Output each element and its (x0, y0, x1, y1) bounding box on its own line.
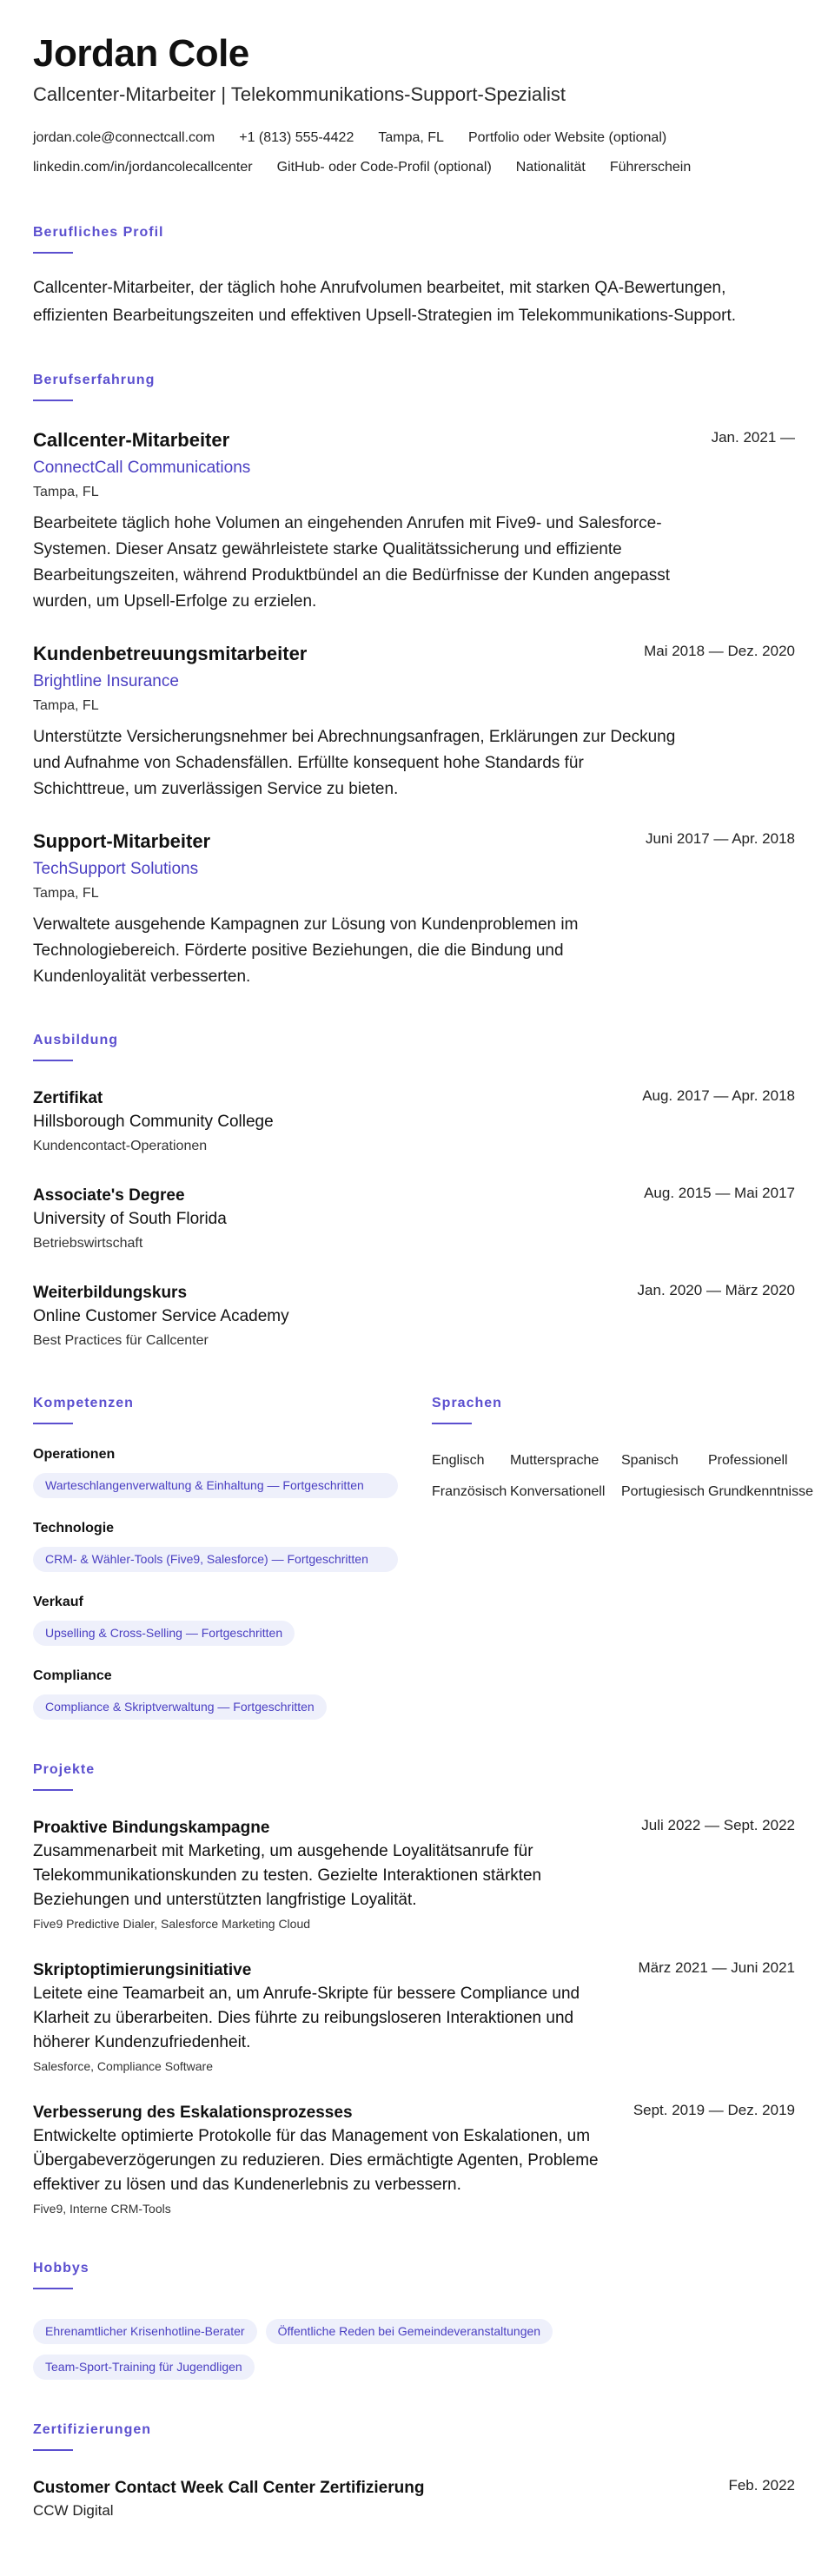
language-name: Spanisch (621, 1453, 679, 1468)
education-field: Betriebswirtschaft (33, 1236, 143, 1251)
project-dates: Juli 2022 — Sept. 2022 (641, 1817, 795, 1833)
project-name: Proaktive Bindungskampagne (33, 1819, 270, 1837)
language-level: Grundkenntnisse (708, 1484, 813, 1499)
experience-role: Kundenbetreuungsmitarbeiter (33, 643, 308, 664)
skill-category: Compliance (33, 1668, 112, 1683)
skill-tag: Upselling & Cross-Selling — Fortgeschritten (33, 1621, 295, 1646)
skill-tag: Compliance & Skriptverwaltung — Fortgeschritten (33, 1694, 327, 1720)
certification-date: Feb. 2022 (728, 2477, 795, 2493)
skill-group (33, 1445, 399, 1498)
skill-tag: Warteschlangenverwaltung & Einhaltung — Fortgeschritten (33, 1473, 398, 1498)
experience-company: ConnectCall Communications (33, 459, 251, 477)
hobby-tag: Öffentliche Reden bei Gemeindeveranstaltungen (266, 2319, 553, 2344)
education-school: Online Customer Service Academy (33, 1307, 289, 1325)
skills-section-title: Kompetenzen (33, 1396, 134, 1410)
certification-issuer: CCW Digital (33, 2502, 114, 2519)
language-level: Professionell (708, 1453, 788, 1468)
experience-location: Tampa, FL (33, 886, 99, 901)
education-degree: Weiterbildungskurs (33, 1284, 188, 1302)
project-name: Skriptoptimierungsinitiative (33, 1961, 252, 1979)
education-dates: Aug. 2015 — Mai 2017 (644, 1185, 795, 1201)
section-divider (33, 1789, 73, 1791)
experience-entry (33, 641, 795, 803)
project-entry (33, 1959, 795, 2076)
contact-nationality: Nationalität (515, 160, 586, 175)
hobby-tag: Team-Sport-Training für Jugendligen (33, 2355, 255, 2380)
project-dates: März 2021 — Juni 2021 (638, 1959, 795, 1976)
education-dates: Aug. 2017 — Apr. 2018 (642, 1087, 795, 1104)
experience-description: Unterstützte Versicherungsnehmer bei Abrechnungsanfragen, Erklärungen zur Deckung und Aufnahme von Schadensfällen. Erfüllte konsequent hohe Standards für Schichttreue, um zuverlässigen Service zu bieten. (33, 728, 676, 798)
project-tech: Salesforce, Compliance Software (33, 2059, 213, 2073)
language-name: Französisch (432, 1484, 507, 1499)
experience-entry (33, 427, 795, 615)
contact-info (33, 123, 795, 182)
experience-dates: Juni 2017 — Apr. 2018 (645, 830, 795, 847)
hobbies-list (33, 2308, 641, 2380)
education-entry (33, 1282, 795, 1353)
candidate-headline: Callcenter-Mitarbeiter | Telekommunikations-Support-Spezialist (33, 83, 566, 105)
contact-row-1 (33, 123, 795, 153)
education-degree: Associate's Degree (33, 1186, 185, 1205)
projects-section-title: Projekte (33, 1762, 96, 1777)
contact-github[interactable]: GitHub- oder Code-Profil (optional) (276, 160, 492, 175)
section-divider (432, 1423, 472, 1424)
profile-section-title: Berufliches Profil (33, 225, 164, 240)
hobbies-section (33, 2260, 795, 2380)
section-divider (33, 1423, 73, 1424)
experience-section-title: Berufserfahrung (33, 373, 156, 387)
education-school: Hillsborough Community College (33, 1113, 274, 1131)
education-dates: Jan. 2020 — März 2020 (637, 1282, 795, 1298)
hobby-tag: Ehrenamtlicher Krisenhotline-Berater (33, 2319, 257, 2344)
certification-name: Customer Contact Week Call Center Zertifizierung (33, 2479, 425, 2497)
education-section (33, 1032, 795, 1353)
skill-group (33, 1519, 399, 1572)
education-school: University of South Florida (33, 1210, 227, 1228)
profile-section (33, 224, 795, 330)
projects-section (33, 1761, 795, 2218)
contact-email[interactable]: jordan.cole@connectcall.com (33, 130, 215, 145)
contact-portfolio[interactable]: Portfolio oder Website (optional) (467, 130, 667, 145)
languages-section (432, 1395, 813, 1720)
language-name: Portugiesisch (621, 1484, 705, 1499)
contact-phone[interactable]: +1 (813) 555-4422 (239, 130, 354, 145)
contact-location: Tampa, FL (378, 130, 444, 145)
education-degree: Zertifikat (33, 1089, 103, 1107)
project-tech: Five9 Predictive Dialer, Salesforce Marketing Cloud (33, 1917, 311, 1931)
education-field: Best Practices für Callcenter (33, 1333, 209, 1348)
resume-header (33, 31, 795, 182)
languages-section-title: Sprachen (432, 1396, 502, 1410)
languages-list (432, 1445, 813, 1508)
contact-license: Führerschein (609, 160, 692, 175)
skills-languages-row (33, 1395, 813, 1720)
education-field: Kundencontact-Operationen (33, 1139, 208, 1153)
section-divider (33, 252, 73, 254)
certification-entry (33, 2477, 795, 2522)
project-dates: Sept. 2019 — Dez. 2019 (633, 2102, 795, 2118)
experience-role: Callcenter-Mitarbeiter (33, 429, 230, 451)
experience-description: Bearbeitete täglich hohe Volumen an eingehenden Anrufen mit Five9- und Salesforce-Systemen. Dieser Ansatz gewährleistete starke Qualitätssicherung und effiziente Bearbeitungszeiten, während Produktbündel an die Bedürfnisse der Kunden angepasst wurden, um Upsell-Erfolge zu erzielen. (33, 514, 671, 611)
experience-location: Tampa, FL (33, 698, 99, 713)
project-entry (33, 2102, 795, 2218)
certifications-section (33, 2421, 795, 2522)
language-name: Englisch (432, 1453, 485, 1468)
language-level: Konversationell (510, 1484, 606, 1499)
hobbies-section-title: Hobbys (33, 2261, 89, 2275)
candidate-name: Jordan Cole (33, 32, 249, 75)
language-level: Muttersprache (510, 1453, 599, 1468)
skill-group (33, 1667, 399, 1720)
skill-category: Operationen (33, 1447, 116, 1462)
experience-dates: Jan. 2021 — (711, 429, 795, 446)
section-divider (33, 1060, 73, 1061)
experience-section (33, 372, 795, 990)
project-description: Zusammenarbeit mit Marketing, um ausgehende Loyalitätsanrufe für Telekommunikationskunden zu testen. Gezielte Interaktionen stärkten Beziehungen und unterstützten langfristige Loyalität. (33, 1842, 542, 1909)
skills-section (33, 1395, 399, 1720)
contact-row-2 (33, 153, 795, 182)
project-name: Verbesserung des Eskalationsprozesses (33, 2104, 353, 2122)
certifications-section-title: Zertifizierungen (33, 2422, 152, 2437)
experience-role: Support-Mitarbeiter (33, 830, 211, 852)
profile-summary: Callcenter-Mitarbeiter, der täglich hohe Anrufvolumen bearbeitet, mit starken QA-Bewertungen, effizienten Bearbeitungszeiten und effektiven Upsell-Strategien im Telekommunikations-Support. (33, 279, 737, 325)
skill-group (33, 1593, 399, 1646)
section-divider (33, 400, 73, 401)
experience-entry (33, 829, 795, 990)
education-section-title: Ausbildung (33, 1033, 118, 1047)
skill-tag: CRM- & Wähler-Tools (Five9, Salesforce) — Fortgeschritten (33, 1547, 398, 1572)
experience-company: Brightline Insurance (33, 672, 179, 690)
project-description: Entwickelte optimierte Protokolle für das Management von Eskalationen, um Übergabeverzögerungen zu reduzieren. Dies ermächtigte Agenten, Probleme effektiver zu lösen und das Kundenerlebnis zu verbessern. (33, 2127, 599, 2194)
experience-dates: Mai 2018 — Dez. 2020 (644, 643, 795, 659)
project-tech: Five9, Interne CRM-Tools (33, 2202, 171, 2216)
section-divider (33, 2449, 73, 2451)
skill-category: Verkauf (33, 1595, 83, 1609)
skill-category: Technologie (33, 1521, 115, 1536)
experience-company: TechSupport Solutions (33, 860, 199, 878)
education-entry (33, 1185, 795, 1256)
project-entry (33, 1817, 795, 1933)
experience-location: Tampa, FL (33, 485, 99, 499)
project-description: Leitete eine Teamarbeit an, um Anrufe-Skripte für bessere Compliance und Klarheit zu überarbeiten. Dies führte zu reibungsloseren Interaktionen und höherer Kundenzufriedenheit. (33, 1985, 580, 2051)
section-divider (33, 2288, 73, 2289)
education-entry (33, 1087, 795, 1159)
experience-description: Verwaltete ausgehende Kampagnen zur Lösung von Kundenproblemen im Technologiebereich. Förderte positive Beziehungen, die die Bindung und Kundenloyalität verbesserten. (33, 915, 579, 986)
contact-linkedin[interactable]: linkedin.com/in/jordancolecallcenter (33, 160, 253, 175)
